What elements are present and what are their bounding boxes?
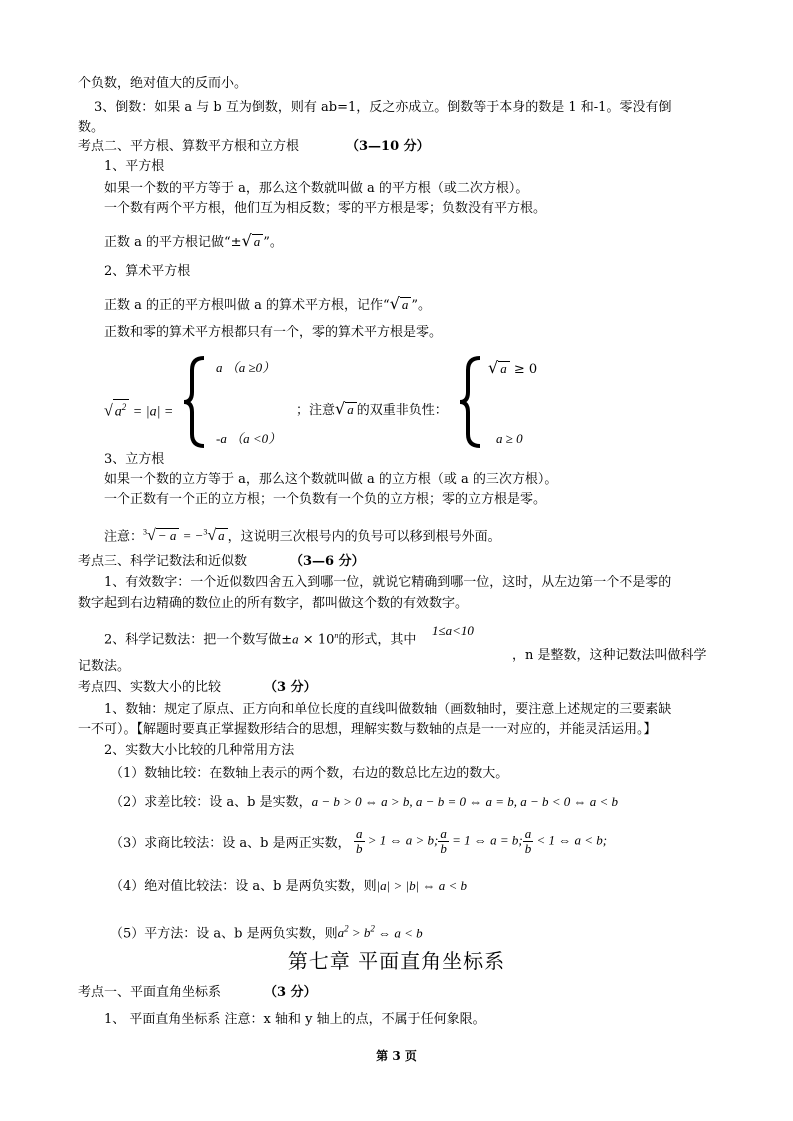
method-4: （4）绝对值比较法：设 a、b 是两负实数，则|a| > |b| ⇔ a < b xyxy=(110,878,467,894)
text-fragment: （5）平方法：设 a、b 是两负实数，则 xyxy=(110,926,338,942)
case-top: a （a ≥0） xyxy=(216,360,276,375)
case-bottom: -a （a <0） xyxy=(216,431,282,446)
section-heading: 考点一、平面直角坐标系 xyxy=(78,985,222,1000)
text-fragment: 正数 a 的正的平方根叫做 a 的算术平方根，记作“ xyxy=(104,298,390,313)
section-heading: 考点三、科学记数法和近似数 xyxy=(78,554,248,569)
text-fragment: ；注意 xyxy=(296,403,336,418)
text-line: 1、 平面直角坐标系 注意：x 轴和 y 轴上的点，不属于任何象限。 xyxy=(104,1012,486,1027)
text-fragment: （3）求商比较法：设 a、b 是两正实数， xyxy=(110,836,351,851)
method-1: （1）数轴比较：在数轴上表示的两个数，右边的数总比左边的数大。 xyxy=(110,766,509,781)
text-fragment: ”。 xyxy=(263,235,283,250)
text-line: 正数和零的算术平方根都只有一个，零的算术平方根是零。 xyxy=(104,325,443,340)
text-line: 记数法。 xyxy=(78,659,131,674)
text-line: 数。 xyxy=(78,120,105,135)
text-line: 注意：$^3$√ − a = −$^3$√ a ，这说明三次根号内的负号可以移到根号外面。 xyxy=(104,527,501,545)
text-line: ，n 是整数，这种记数法叫做科学 xyxy=(512,648,707,663)
text-line: 2、科学记数法：把一个数写做$\pm a \times 10^n$的形式，其中 xyxy=(104,631,417,648)
method-3 xyxy=(110,836,351,852)
text-fragment: 正数 a 的平方根记做“± xyxy=(104,235,242,250)
text-fragment: （2）求差比较：设 a、b 是实数， xyxy=(110,795,312,810)
text-fragment: 的双重非负性： xyxy=(356,403,448,418)
text-line: 1、数轴：规定了原点、正方向和单位长度的直线叫做数轴（画数轴时，要注意上述规定的三要素缺 xyxy=(104,702,672,717)
text-fragment: 的形式，其中 xyxy=(338,632,417,648)
math-fragment: ⇔ a < b xyxy=(422,878,467,893)
section-heading: 考点二、平方根、算数平方根和立方根 xyxy=(78,139,300,154)
right-case-bottom: a ≥ 0 xyxy=(496,431,523,446)
text-line: 一不可）。【解题时要真正掌握数形结合的思想，理解实数与数轴的点是一一对应的，并能灵活运用。】 xyxy=(78,722,657,737)
abs-formula: √ $a^2 = |a|$ = xyxy=(104,399,173,421)
section-score: （3—10 分） xyxy=(346,139,430,154)
text-line: 正数 a 的平方根记做“±√ a ”。 xyxy=(104,231,283,250)
text-fragment: （4）绝对值比较法：设 a、b 是两负实数，则 xyxy=(110,879,377,894)
text-fragment: 2、科学记数法：把一个数写做± xyxy=(104,632,293,648)
text-fragment: 注意： xyxy=(104,529,144,545)
subsection-title: 3、立方根 xyxy=(104,452,165,467)
text-line: 如果一个数的立方等于 a，那么这个数就叫做 a 的立方根（或 a 的三次方根）。 xyxy=(104,472,558,487)
method-2 xyxy=(110,794,618,811)
subsection-title: 1、平方根 xyxy=(104,159,165,174)
text-line: 2、实数大小比较的几种常用方法 xyxy=(104,743,295,758)
text-line: 一个正数有一个正的立方根；一个负数有一个负的立方根；零的立方根是零。 xyxy=(104,492,547,507)
text-line: 1、有效数字：一个近似数四舍五入到哪一位，就说它精确到哪一位，这时，从左边第一个不是零的 xyxy=(104,575,672,590)
page-number: 第 3 页 xyxy=(376,1049,417,1063)
left-brace xyxy=(182,356,210,448)
right-case-top: √ a ≥ 0 xyxy=(488,358,538,377)
subsection-title: 2、算术平方根 xyxy=(104,264,191,279)
note-line: ；注意√ a 的双重非负性： xyxy=(296,399,448,418)
text-line: 3、倒数：如果 a 与 b 互为倒数，则有 ab=1，反之亦成立。倒数等于本身的数是 1 和-1。零没有倒 xyxy=(94,100,672,115)
right-brace xyxy=(458,356,486,448)
math-fragment: ⇔ a < b xyxy=(378,925,423,941)
chapter-title: 第七章 平面直角坐标系 xyxy=(287,949,506,973)
section-score: （3 分） xyxy=(264,680,317,695)
text-line: 数字起到右边精确的数位止的所有数字，都叫做这个数的有效数字。 xyxy=(78,596,469,611)
section-heading: 考点四、实数大小的比较 xyxy=(78,680,222,695)
method-5: （5）平方法：设 a、b 是两负实数，则$a^2 > b^2$ ⇔ a < b xyxy=(110,924,423,942)
text-fragment: ≥ 0 xyxy=(513,362,538,377)
quotient-formula: $\frac{a}{b}$ > 1 ⇔ a > b; $\frac{a}{b}$ = 1 ⇔ a = b; $\frac{a}{b}$ < 1 ⇔ a < b; xyxy=(356,826,608,856)
text-line: 个负数，绝对值大的反而小。 xyxy=(78,76,248,91)
text-fragment: ”。 xyxy=(411,298,432,313)
text-fragment: ，这说明三次根号内的负号可以移到根号外面。 xyxy=(227,529,501,545)
text-line: 如果一个数的平方等于 a，那么这个数就叫做 a 的平方根（或二次方根）。 xyxy=(104,181,529,196)
math-fragment: a − b > 0 ⇔ a > b, a − b = 0 ⇔ a = b, a − b < 0 ⇔ a < b xyxy=(311,794,619,809)
text-line: 一个数有两个平方根，他们互为相反数；零的平方根是零；负数没有平方根。 xyxy=(104,201,547,216)
text-line: 正数 a 的正的平方根叫做 a 的算术平方根，记作“√ a ”。 xyxy=(104,294,432,313)
section-score: （3—6 分） xyxy=(290,554,365,569)
condition-formula: 1≤a<10 xyxy=(432,623,474,638)
section-score: （3 分） xyxy=(264,985,317,1000)
